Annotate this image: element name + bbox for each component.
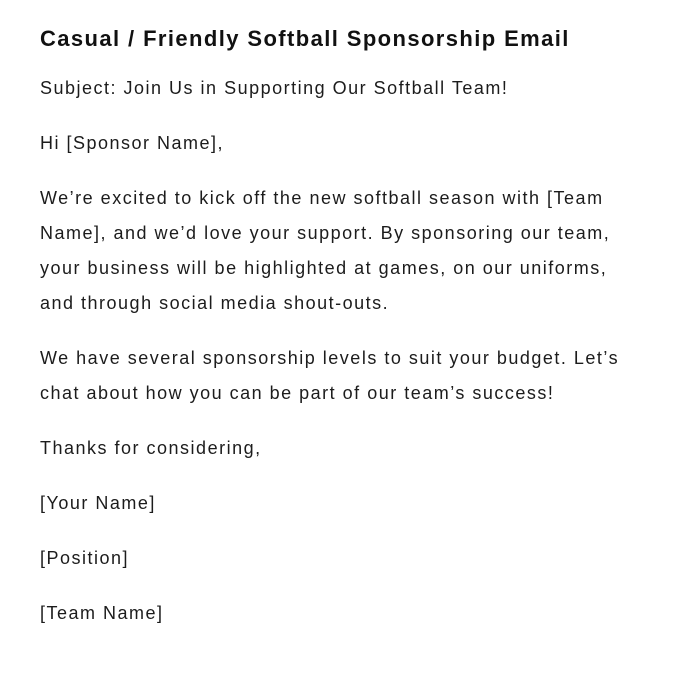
signature-team: [Team Name] [40, 603, 164, 623]
greeting-line: Hi [Sponsor Name], [40, 133, 225, 153]
closing-line: Thanks for considering, [40, 438, 262, 458]
subject-line: Subject: Join Us in Supporting Our Softball Team! [40, 78, 509, 98]
signature-name: [Your Name] [40, 493, 156, 513]
body-paragraph-2: We have several sponsorship levels to suit your budget. Let’s chat about how you can be part of our team’s success! [40, 348, 620, 403]
page-title: Casual / Friendly Softball Sponsorship Email [40, 26, 570, 51]
signature-position: [Position] [40, 548, 130, 568]
body-paragraph-1: We’re excited to kick off the new softball season with [Team Name], and we’d love your support. By sponsoring our team, your business will be highlighted at games, on our uniforms, and through social media shout-outs. [40, 188, 611, 313]
